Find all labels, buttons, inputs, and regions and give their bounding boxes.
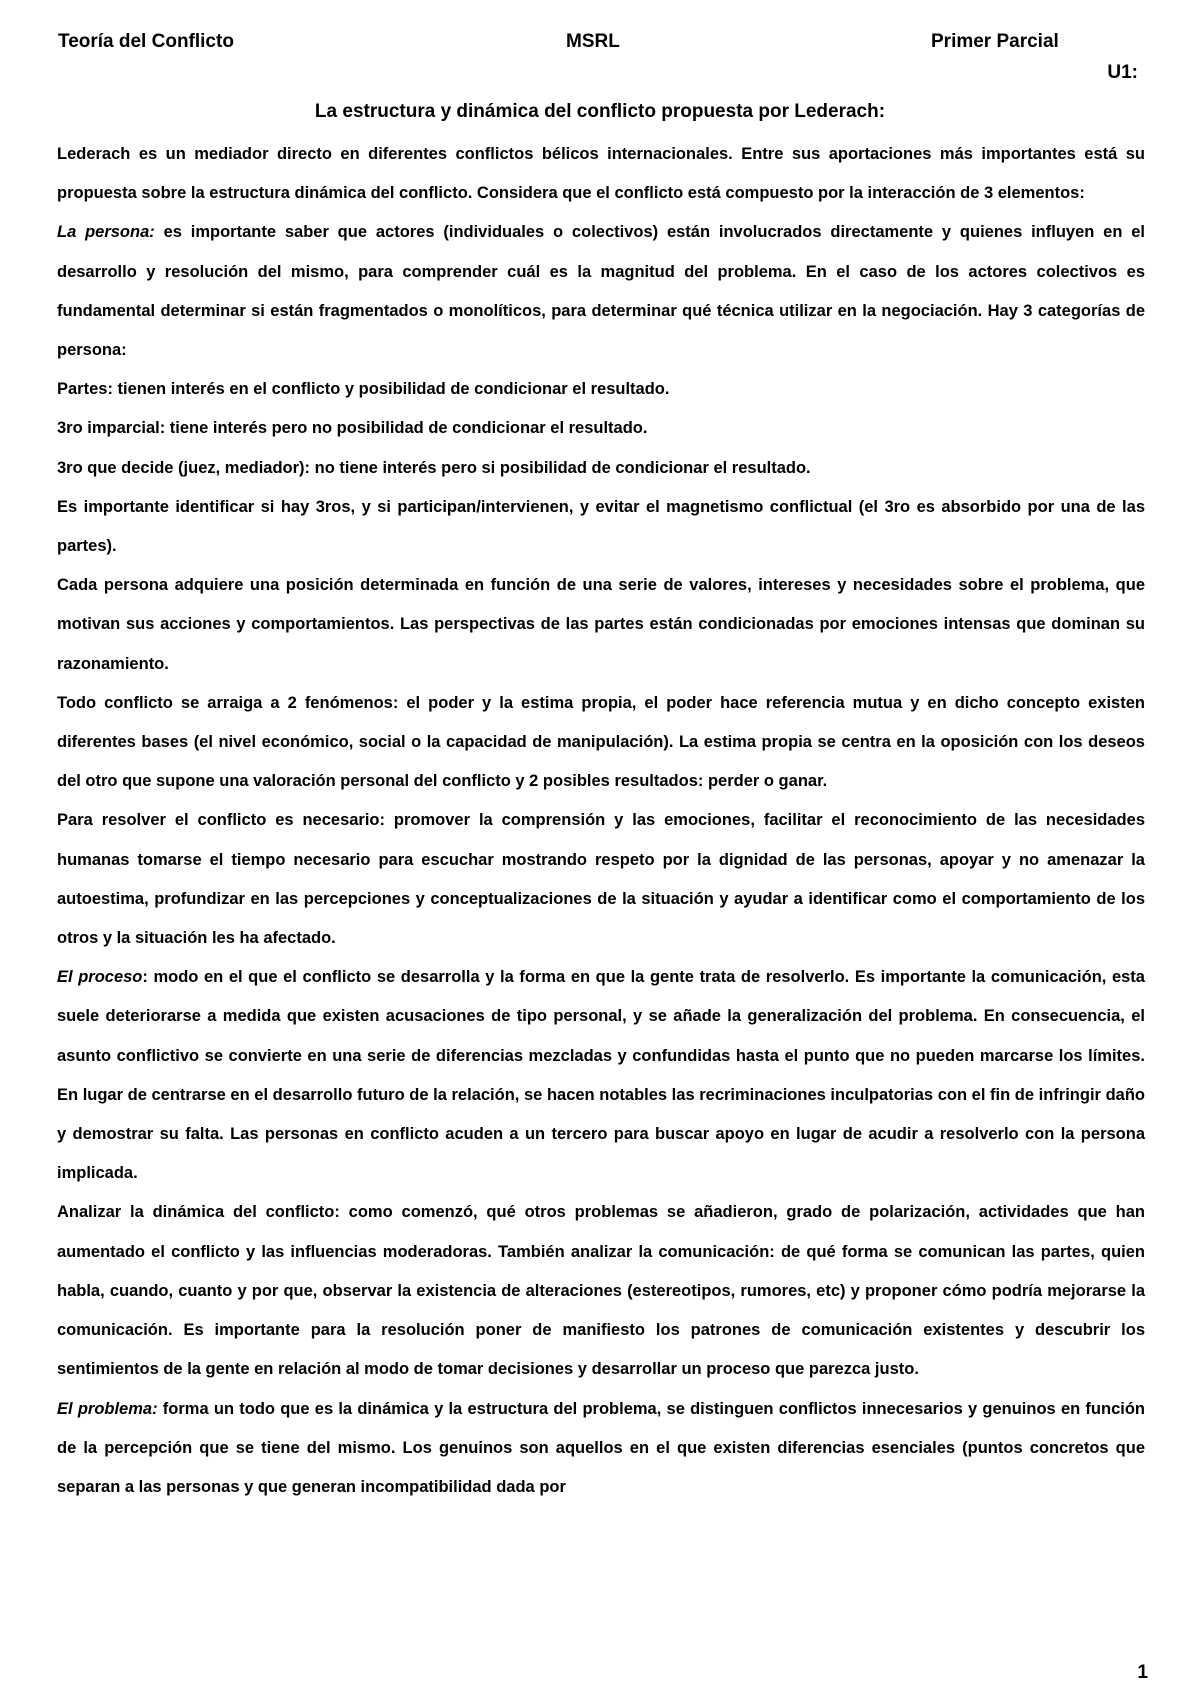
- section-title: La estructura y dinámica del conflicto propuesta por Lederach:: [314, 101, 886, 122]
- paragraph-proceso-text: : modo en el que el conflicto se desarrolla y la forma en que la gente trata de resolverlo. Es importante la comunicación, esta suele deteriorarse a medida que existen acusaciones de tipo personal, y se añade la generalización del problema. En consecuencia, el asunto conflictivo se convierte en una serie de diferencias mezcladas y confundidas hasta el punto que no pueden marcarse los límites. En lugar de centrarse en el desarrollo futuro de la relación, se hacen notables las recriminaciones inculpatorias con el fin de infringir daño y demostrar su falta. Las personas en conflicto acuden a un tercero para buscar apoyo en lugar de acudir a resolverlo con la persona implicada.: [57, 968, 1145, 1183]
- term-problema: El problema:: [57, 1399, 158, 1418]
- paragraph-partes: Partes: tienen interés en el conflicto y posibilidad de condicionar el resultado.: [57, 380, 670, 399]
- header-exam: Primer Parcial: [931, 31, 1059, 52]
- paragraph-fenomenos: Todo conflicto se arraiga a 2 fenómenos: el poder y la estima propia, el poder hace referencia mutua y en dicho concepto existen diferentes bases (el nivel económico, social o la capacidad de manipulación). La estima propia se centra en la oposición con los deseos del otro que supone una valoración personal del conflicto y 2 posibles resultados: perder o ganar.: [57, 693, 1145, 791]
- paragraph-problema-text: forma un todo que es la dinámica y la estructura del problema, se distinguen conflictos innecesarios y genuinos en función de la percepción que se tiene del mismo. Los genuinos son aquellos en el que existen diferencias esenciales (puntos concretos que separan a las personas y que generan incompatibilidad dada por: [57, 1399, 1145, 1496]
- paragraph-tercero-decide: 3ro que decide (juez, mediador): no tiene interés pero si posibilidad de condicionar el resultado.: [57, 458, 811, 477]
- paragraph-problema: [57, 1390, 1145, 1508]
- paragraph-persona: [57, 213, 1145, 370]
- header-course: Teoría del Conflicto: [58, 31, 234, 52]
- paragraph-tercero-imparcial: 3ro imparcial: tiene interés pero no posibilidad de condicionar el resultado.: [57, 419, 648, 438]
- document-body: [57, 135, 1145, 1507]
- paragraph-resolver: Para resolver el conflicto es necesario: promover la comprensión y las emociones, facilitar el reconocimiento de las necesidades humanas tomarse el tiempo necesario para escuchar mostrando respeto por la dignidad de las personas, apoyar y no amenazar la autoestima, profundizar en las percepciones y conceptualizaciones de la situación y ayudar a identificar como el comportamiento de los otros y la situación les ha afectado.: [57, 811, 1145, 948]
- paragraph-posicion: Cada persona adquiere una posición determinada en función de una serie de valores, intereses y necesidades sobre el problema, que motivan sus acciones y comportamientos. Las perspectivas de las partes están condicionadas por emociones intensas que dominan su razonamiento.: [57, 576, 1145, 673]
- paragraph-persona-text: es importante saber que actores (individuales o colectivos) están involucrados directamente y quienes influyen en el desarrollo y resolución del mismo, para comprender cuál es la magnitud del problema. En el caso de los actores colectivos es fundamental determinar si están fragmentados o monolíticos, para determinar qué técnica utilizar en la negociación. Hay 3 categorías de persona:: [57, 223, 1145, 360]
- paragraph-terceros: Es importante identificar si hay 3ros, y si participan/intervienen, y evitar el magnetismo conflictual (el 3ro es absorbido por una de las partes).: [57, 497, 1145, 556]
- paragraph-dinamica: Analizar la dinámica del conflicto: como comenzó, qué otros problemas se añadieron, grado de polarización, actividades que han aumentado el conflicto y las influencias moderadoras. También analizar la comunicación: de qué forma se comunican las partes, quien habla, cuando, cuanto y por que, observar la existencia de alteraciones (estereotipos, rumores, etc) y proponer cómo podría mejorarse la comunicación. Es importante para la resolución poner de manifiesto los patrones de comunicación existentes y descubrir los sentimientos de la gente en relación al modo de tomar decisiones y desarrollar un proceso que parezca justo.: [57, 1203, 1145, 1379]
- page-number: 1: [1137, 1662, 1148, 1683]
- paragraph-intro: Lederach es un mediador directo en diferentes conflictos bélicos internacionales. Entre sus aportaciones más importantes está su propuesta sobre la estructura dinámica del conflicto. Considera que el conflicto está compuesto por la interacción de 3 elementos:: [57, 145, 1145, 203]
- term-proceso: El proceso: [57, 968, 143, 987]
- term-persona: La persona:: [57, 223, 155, 242]
- paragraph-proceso: [57, 958, 1145, 1193]
- header-author: MSRL: [566, 31, 620, 52]
- header-unit: U1:: [1107, 62, 1138, 83]
